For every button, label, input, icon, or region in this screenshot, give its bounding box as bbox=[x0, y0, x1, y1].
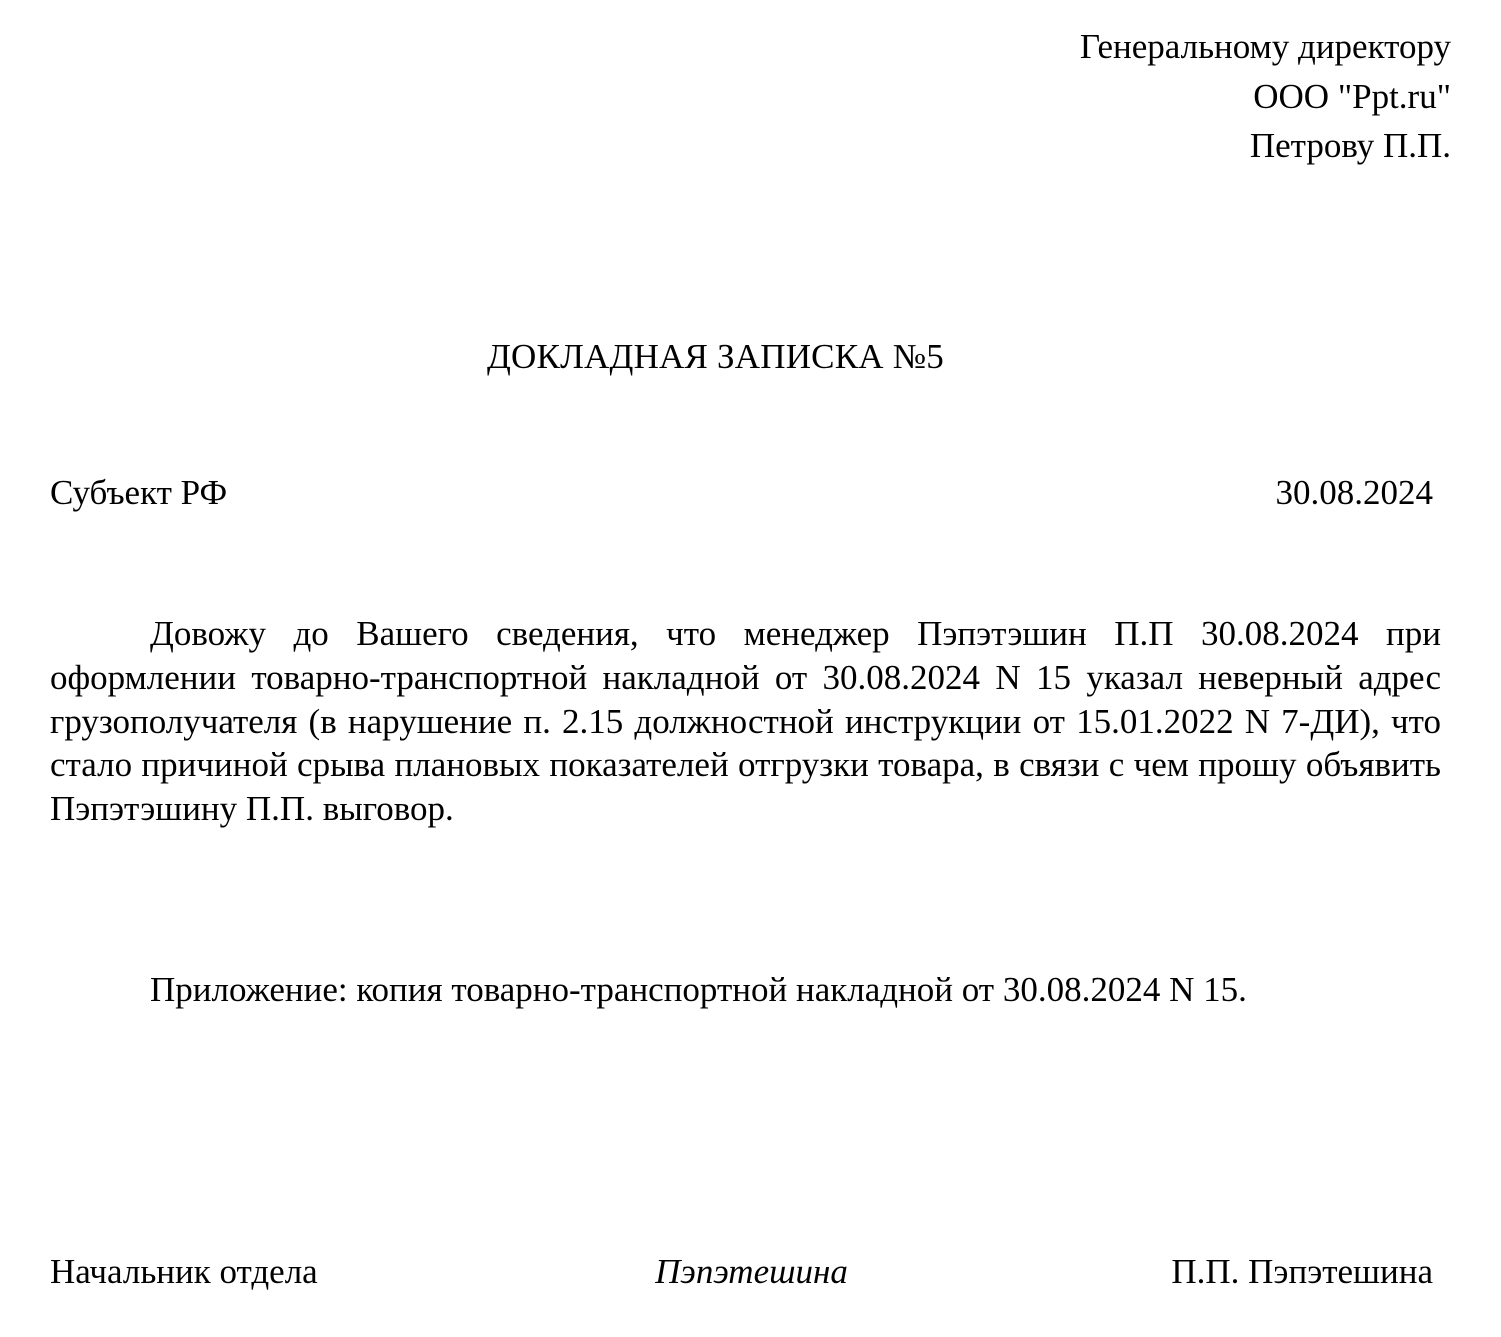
signer-position: Начальник отдела bbox=[50, 1252, 318, 1291]
meta-row bbox=[50, 473, 1451, 513]
addressee-line-position: Генеральному директору bbox=[1079, 27, 1451, 66]
document-date: 30.08.2024 bbox=[1275, 473, 1433, 512]
subject-label: Субъект РФ bbox=[50, 473, 228, 512]
document-sheet bbox=[50, 0, 1451, 1337]
signature-mark: Пэпэтешина bbox=[655, 1252, 848, 1291]
addressee-block bbox=[811, 22, 1451, 171]
addressee-line-name: Петрову П.П. bbox=[1249, 126, 1451, 166]
addressee-line-company: ООО "Ppt.ru" bbox=[1253, 76, 1451, 116]
page-title: ДОКЛАДНАЯ ЗАПИСКА №5 bbox=[486, 337, 944, 376]
body-paragraph: Довожу до Вашего сведения, что менеджер Пэпэтэшин П.П 30.08.2024 при оформлении товарно-транспортной накладной от 30.08.2024 N 15 указал неверный адрес грузополучателя (в нарушение п. 2.15 должностной инструкции от 15.01.2022 N 7-ДИ), что стало причиной срыва плановых показателей отгрузки товара, в связи с чем прошу объявить Пэпэтэшину П.П. выговор. bbox=[50, 614, 1441, 828]
attachment-line: Приложение: копия товарно-транспортной накладной от 30.08.2024 N 15. bbox=[150, 970, 1247, 1009]
signer-name: П.П. Пэпэтешина bbox=[1171, 1252, 1433, 1291]
signature-row bbox=[50, 1252, 1451, 1292]
